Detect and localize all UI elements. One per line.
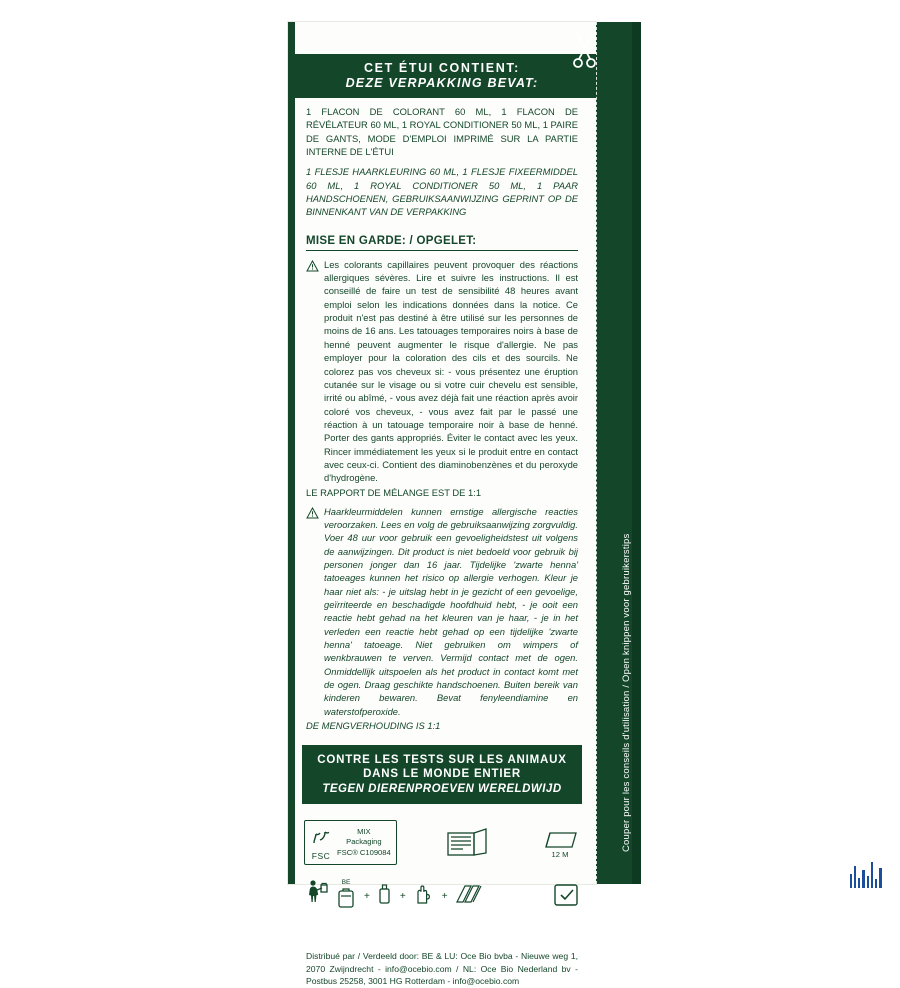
contents-title-nl: DEZE VERPAKKING BEVAT: [345, 76, 539, 90]
carton-icon [453, 882, 485, 911]
fsc-logo [310, 825, 332, 861]
contents-body-nl: 1 FLESJE HAARKLEURING 60 ML, 1 FLESJE FIXEERMIDDEL 60 ML, 1 ROYAL CONDITIONER 50 ML, 1 PAAR HANDSCHOENEN, GEBRUIKSAANWIJZING GEPRINT OP DE BINNENKANT VAN DE VERPAKKING [306, 166, 578, 218]
leaflet-open-icon [446, 827, 490, 859]
scissors-icon [569, 30, 603, 70]
no-animal-testing-banner [302, 745, 582, 804]
pao-label: 12 M [551, 849, 569, 859]
barcode [850, 862, 882, 888]
contents-header [288, 54, 596, 98]
pictogram-area [288, 820, 596, 915]
fsc-certification-box [304, 820, 397, 866]
package-side-panel [596, 22, 632, 884]
fsc-tree-checkmark-icon [310, 825, 332, 851]
product-package-front [288, 22, 596, 987]
fsc-wordmark: FSC [311, 850, 331, 861]
animals-line-nl: TEGEN DIERENPROEVEN WERELDWIJD [322, 782, 562, 795]
fsc-packaging: Packaging [346, 837, 382, 847]
small-bottle-icon [375, 883, 395, 910]
be-text: BE [341, 879, 351, 887]
mix-ratio-nl: DE MENGVERHOUDING IS 1:1 [306, 720, 441, 732]
sorting-bin-icon [552, 881, 580, 912]
warning-text-nl: Haarkleurmiddelen kunnen ernstige allergische reacties veroorzaken. Lees en volg de gebruiksaanwijzing zorgvuldig. Voer 48 uur voor gebruik een gevoeligheidstest uit volgens de aanwijzingen. Dit product is niet bedoeld voor gebruik bij personen jonger dan 16 jaar. Tijdelijke 'zwarte henna' tatoeages kunnen het risico op allergie verhogen. Kleur je haar niet als: - je uitslag hebt in je gezicht of een gevoelige, geïrriteerde en beschadigde hoofdhuid hebt, - je ooit een reactie hebt gehad na het kleuren van je haar, - je in het verleden een reactie hebt gehad op een tijdelijke 'zwarte henna' tatoeage. Niet gebruiken om wimpers of wenkbrauwen te verven. Vermijd contact met de ogen. Onmiddellijk uitspoelen als het product in contact komt met de ogen. Draag geschikte handschoenen. Buiten bereik van kinderen bewaren. Bevat fenyleendiamine en waterstofperoxide. [324, 505, 578, 717]
warning-heading: MISE EN GARDE: / OPGELET: [306, 234, 477, 247]
fsc-code: FSC® C109084 [337, 847, 391, 857]
cut-dashed-line [596, 22, 597, 884]
distributor-text: Distribué par / Verdeeld door: BE & LU: Oce Bio bvba - Nieuwe weg 1, 2070 Zwijndrecht - info@ocebio.com / NL: Oce Bio Nederland bv - Postbus 25258, 3001 HG Rotterdam - info@ocebio.com [306, 951, 578, 987]
warning-triangle-icon [306, 506, 319, 524]
be-country-label [333, 880, 359, 914]
pictogram-row-1 [304, 820, 580, 866]
gloves-icon [411, 883, 437, 910]
package-left-edge [288, 22, 295, 884]
warning-text-fr: Les colorants capillaires peuvent provoquer des réactions allergiques sévères. Lire et suivre les instructions. Il est conseillé de faire un test de sensibilité 48 heures avant emploi selon les indications données dans la notice. Ce produit n'est pas destiné à être utilisé sur les personnes de moins de 16 ans. Les tatouages temporaires noirs à base de henné peuvent augmenter le risque d'allergie. Ne pas employer pour la coloration des cils et des sourcils. Ne colorez pas vos cheveux si: - vous présentez une éruption cutanée sur le visage ou si votre cuir chevelu est sensible, irrité ou abîmé, - vous avez déjà fait une réaction après avoir coloré vos cheveux, - vous avez fait par le passé une réaction à un tatouage temporaire noir à base de henné. Porter des gants appropriés. Éviter le contact avec les yeux. Rincer immédiatement les yeux si le produit entre en contact avec ceux-ci. Contient des diaminobenzènes et du peroxyde d'hydrogène. [324, 258, 578, 484]
fsc-mix: MIX [357, 827, 371, 837]
plus-sign-3: + [441, 891, 448, 903]
plus-sign-1: + [364, 891, 370, 903]
pictogram-row-2 [304, 879, 580, 914]
animals-line1-fr: CONTRE LES TESTS SUR LES ANIMAUX [317, 754, 567, 767]
contents-title-fr: CET ÉTUI CONTIENT: [364, 61, 520, 75]
warning-block-nl [288, 498, 596, 719]
mix-ratio-fr: LE RAPPORT DE MÉLANGE EST DE 1:1 [306, 486, 482, 498]
plus-sign-2: + [399, 891, 406, 903]
period-after-opening-icon [540, 826, 580, 860]
side-panel-text: Couper pour les conseils d'utilisation / Open knippen voor gebruikerstips [621, 533, 632, 852]
warning-triangle-icon [306, 259, 319, 277]
tidy-man-icon [304, 879, 328, 914]
fsc-text [337, 827, 391, 858]
animals-line2-fr: DANS LE MONDE ENTIER [363, 768, 521, 781]
contents-body-fr: 1 FLACON DE COLORANT 60 ML, 1 FLACON DE RÉVÉLATEUR 60 ML, 1 ROYAL CONDITIONER 50 ML, 1 PAIRE DE GANTS, MODE D'EMPLOI IMPRIMÉ SUR LA PARTIE INTERNE DE L'ÉTUI [306, 106, 578, 158]
warning-block-fr [288, 251, 596, 485]
package-right-edge [632, 22, 641, 884]
